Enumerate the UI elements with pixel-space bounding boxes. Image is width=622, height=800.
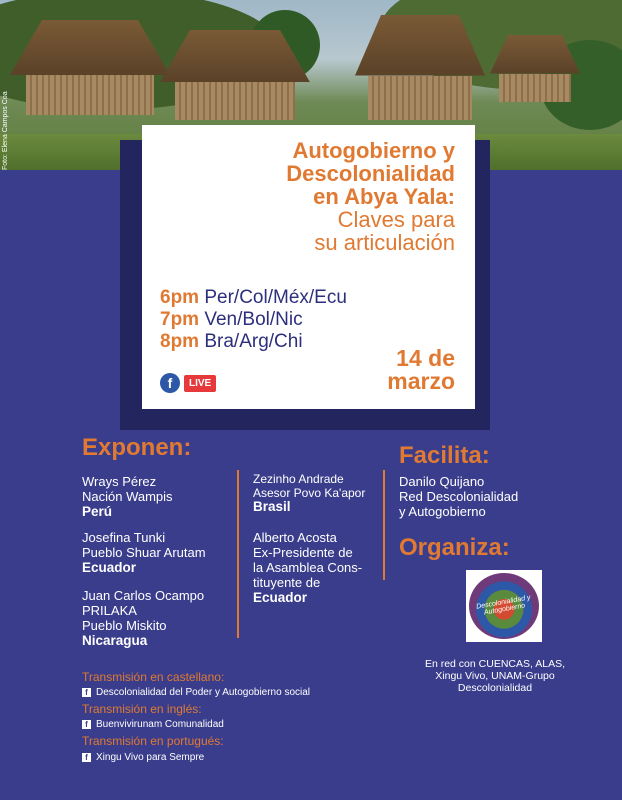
transmission-label: Transmisión en inglés: — [82, 702, 202, 716]
date-line: 14 de — [396, 345, 455, 371]
time-countries: Ven/Bol/Nic — [204, 309, 303, 330]
speaker-entry — [82, 474, 173, 519]
time-row — [160, 287, 347, 309]
organizer-logo — [466, 570, 542, 642]
speaker-affiliation: tituyente de — [253, 575, 321, 590]
event-date — [387, 347, 455, 393]
transmission-page: Buenvivirunam Comunalidad — [96, 719, 224, 730]
transmission-link[interactable] — [82, 752, 204, 763]
title-line: Descolonialidad — [286, 161, 455, 186]
speaker-name: Zezinho Andrade — [253, 472, 344, 486]
speaker-entry — [82, 588, 204, 648]
title-line: Claves para — [337, 207, 455, 232]
speaker-affiliation: Pueblo Miskito — [82, 618, 167, 633]
facebook-icon: f — [160, 373, 180, 393]
speaker-entry — [82, 530, 206, 575]
date-line: marzo — [387, 368, 455, 394]
transmission-label: Transmisión en portugués: — [82, 734, 224, 748]
speaker-affiliation: Asesor Povo Ka'apor — [253, 486, 366, 500]
facebook-icon: f — [82, 753, 91, 762]
title-line: Autogobierno y — [292, 138, 455, 163]
time-row — [160, 331, 347, 353]
time-hour: 8pm — [160, 331, 200, 352]
speaker-name: Josefina Tunki — [82, 530, 166, 545]
organiza-heading: Organiza: — [399, 534, 510, 561]
facilitator-entry — [399, 474, 518, 519]
transmission-page: Xingu Vivo para Sempre — [96, 752, 205, 763]
title-line: su articulación — [314, 230, 455, 255]
speaker-affiliation: PRILAKA — [82, 603, 137, 618]
title-line: en Abya Yala: — [313, 184, 455, 209]
speaker-name: Juan Carlos Ocampo — [82, 588, 205, 603]
time-row — [160, 309, 347, 331]
speaker-country: Ecuador — [253, 590, 308, 605]
speaker-country: Ecuador — [82, 560, 137, 575]
transmission-link[interactable] — [82, 687, 310, 698]
logo-text: Descolonialidad y Autogobierno — [475, 594, 532, 617]
speaker-affiliation: Nación Wampis — [82, 489, 173, 504]
speaker-entry — [253, 472, 365, 514]
facilitator-affiliation: Red Descolonialidad — [399, 489, 519, 504]
network-partners: En red con CUENCAS, ALAS, Xingu Vivo, UNAM-Grupo Descolonialidad — [424, 658, 566, 694]
divider-line — [383, 470, 385, 580]
speaker-affiliation: la Asamblea Cons- — [253, 560, 363, 575]
event-card — [142, 125, 475, 409]
transmission-link[interactable] — [82, 719, 224, 730]
speaker-name: Alberto Acosta — [253, 530, 337, 545]
speaker-affiliation: Ex-Presidente de — [253, 545, 353, 560]
photo-credit: Foto: Elena Campos Coa — [2, 91, 9, 170]
facilita-heading: Facilita: — [399, 442, 490, 469]
speaker-country: Brasil — [253, 499, 291, 514]
transmission-page: Descolonialidad del Poder y Autogobierno social — [96, 687, 311, 698]
speaker-name: Wrays Pérez — [82, 474, 157, 489]
time-hour: 7pm — [160, 309, 200, 330]
time-countries: Per/Col/Méx/Ecu — [204, 287, 347, 308]
speaker-country: Perú — [82, 504, 113, 519]
speaker-country: Nicaragua — [82, 633, 148, 648]
exponen-heading: Exponen: — [82, 434, 192, 461]
speaker-entry — [253, 530, 362, 605]
transmission-label: Transmisión en castellano: — [82, 670, 225, 684]
facilitator-affiliation: y Autogobierno — [399, 504, 486, 519]
time-hour: 6pm — [160, 287, 200, 308]
schedule-times — [160, 287, 347, 353]
facebook-live-badge[interactable] — [160, 373, 216, 393]
speaker-affiliation: Pueblo Shuar Arutam — [82, 545, 206, 560]
facebook-icon: f — [82, 688, 91, 697]
facebook-icon: f — [82, 720, 91, 729]
facilitator-name: Danilo Quijano — [399, 474, 485, 489]
divider-line — [237, 470, 239, 638]
live-label: LIVE — [184, 375, 216, 392]
time-countries: Bra/Arg/Chi — [204, 331, 303, 352]
event-title — [286, 139, 455, 254]
